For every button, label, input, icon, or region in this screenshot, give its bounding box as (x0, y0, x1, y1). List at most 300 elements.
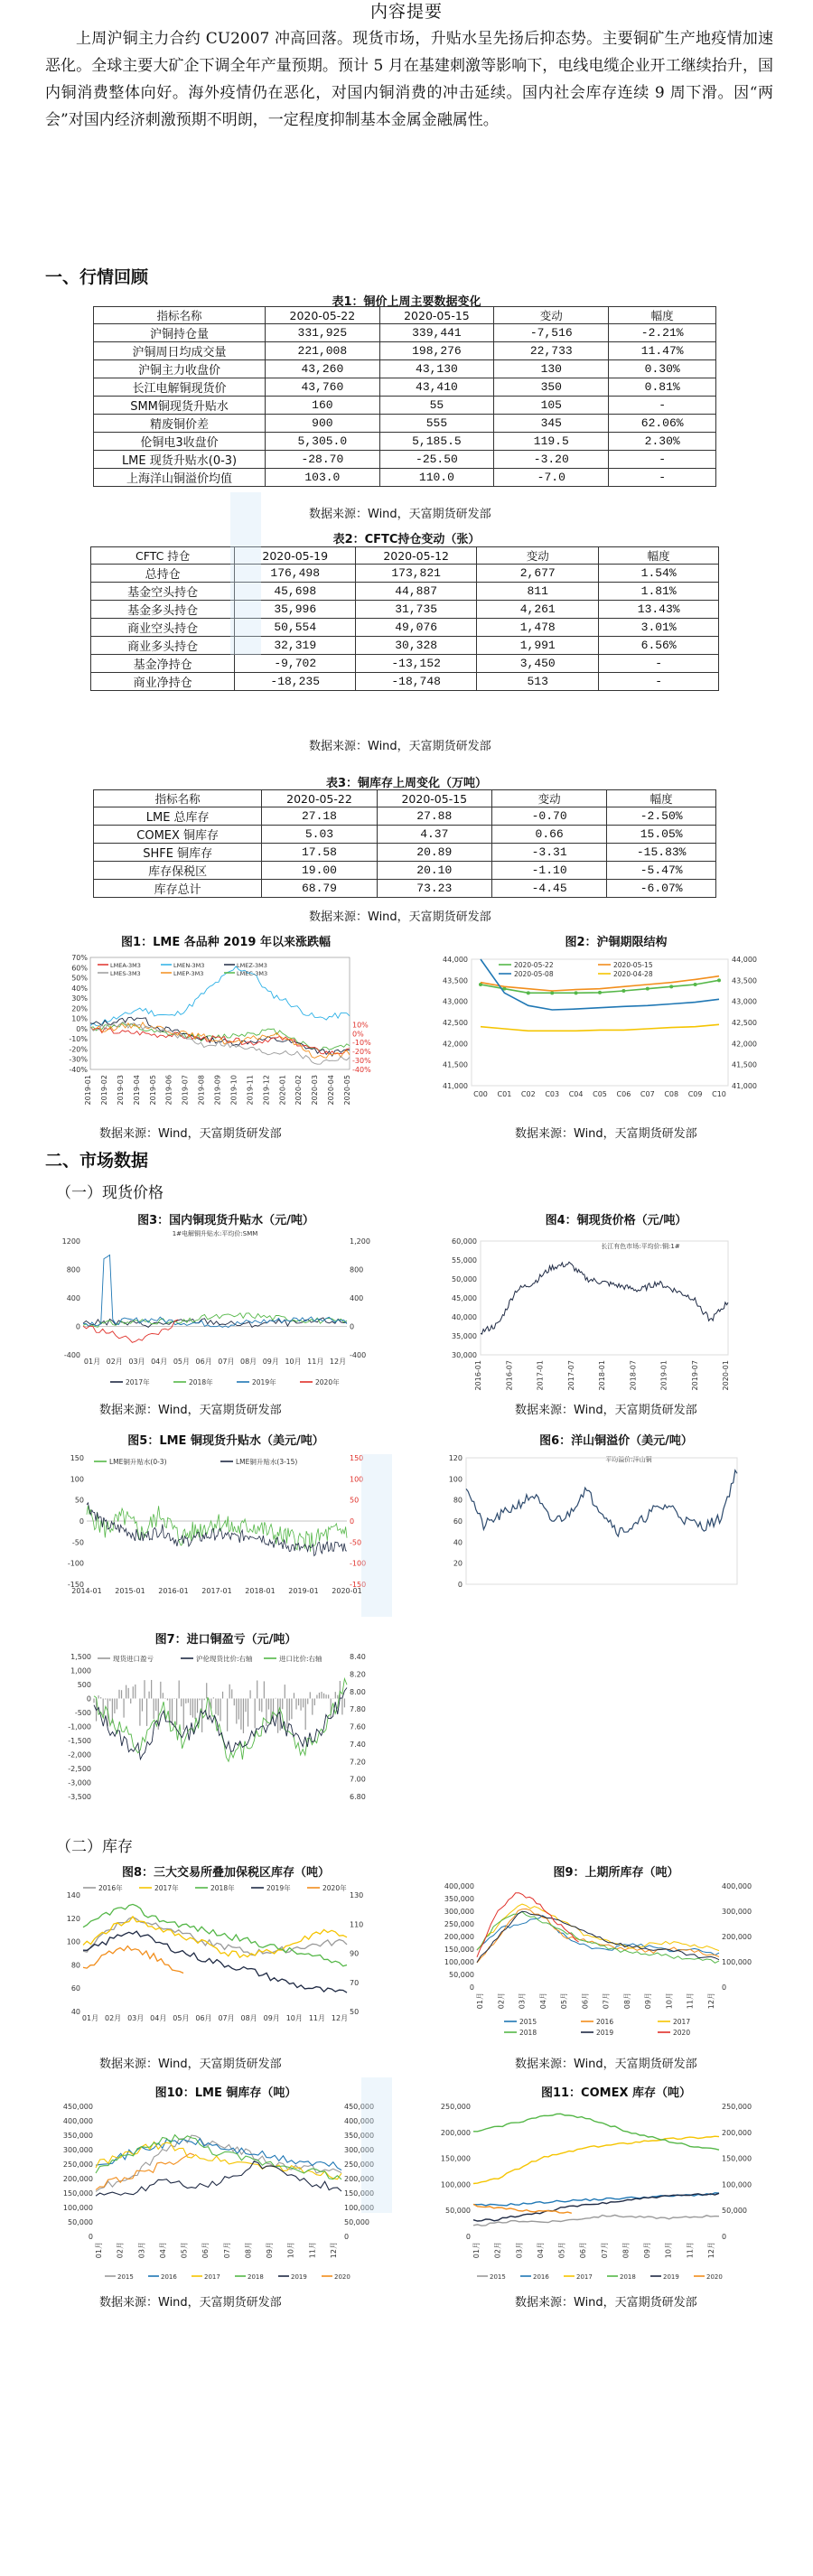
table2-source: 数据来源：Wind，天富期货研发部 (309, 740, 491, 753)
table-cell: 1.81% (599, 583, 719, 601)
table-cell: -18,235 (235, 673, 356, 691)
table-row (91, 583, 719, 601)
figure6-chart (430, 1449, 773, 1616)
table-row (91, 637, 719, 655)
x-tick-label: 2020-05 (343, 1075, 351, 1106)
x-tick-label: 08月 (621, 2242, 631, 2259)
figure11-caption: 图11：COMEX 库存（吨） (540, 2086, 692, 2100)
x-tick-label: 10月 (665, 1993, 674, 2010)
table-cell: -7,516 (494, 324, 609, 342)
x-tick-label: 2020-04 (327, 1075, 336, 1106)
table-cell: 43,130 (379, 360, 494, 378)
table-row (94, 826, 716, 844)
table-cell: -0.70 (491, 807, 606, 826)
figure9-chart (430, 1881, 773, 2048)
x-tick-label: 2019-10 (229, 1075, 238, 1106)
y-tick-label: 400 (350, 1294, 364, 1302)
table-cell: 32,319 (235, 637, 356, 655)
y-tick-label: 150,000 (722, 2154, 752, 2163)
y-tick-label: -400 (350, 1351, 367, 1359)
x-tick-label: 2019-08 (197, 1075, 206, 1106)
y-tick-label: -50 (350, 1538, 362, 1547)
figure7-caption: 图7：进口铜盈亏（元/吨） (154, 1633, 297, 1647)
figure10-chart (56, 2101, 381, 2291)
x-tick-label: 10月 (664, 2242, 673, 2259)
table-cell: 商业多头持仓 (91, 637, 235, 655)
y-tick-label: 350,000 (444, 1895, 474, 1903)
y-tick-label: 35,000 (452, 1332, 477, 1340)
y-tick-label: 60,000 (452, 1237, 477, 1246)
x-tick-label: C09 (687, 1090, 703, 1098)
y-tick-label: 60 (453, 1517, 463, 1526)
y-tick-label: 110 (350, 1920, 364, 1929)
x-tick-label: 2019-05 (148, 1075, 157, 1106)
table-cell: 331,925 (266, 324, 380, 342)
table-row (94, 378, 716, 397)
x-tick-label: 07月 (218, 1358, 235, 1366)
y-tick-label: 90 (350, 1949, 360, 1958)
table-cell: 6.56% (599, 637, 719, 655)
y-tick-label: 100 (448, 1475, 463, 1484)
table-header-cell: 幅度 (607, 790, 716, 807)
table-cell: 27.88 (377, 807, 491, 826)
table-cell: 44,887 (356, 583, 477, 601)
y-tick-label: 100 (350, 1475, 364, 1484)
chart-svg (56, 1881, 381, 2048)
y-tick-label: -10% (69, 1035, 88, 1044)
table-cell: 上海洋山铜溢价均值 (94, 469, 266, 487)
y-tick-label: 450,000 (344, 2103, 375, 2111)
plot-frame (466, 1458, 737, 1584)
y-tick-label: 150,000 (440, 2154, 471, 2163)
table2 (90, 546, 719, 691)
x-tick-label: 03月 (518, 1993, 527, 2010)
table-cell: 50,554 (235, 619, 356, 637)
y-tick-label: 30,000 (452, 1351, 477, 1359)
x-tick-label: 05月 (560, 1993, 569, 2010)
table-cell: 长江电解铜现货价 (94, 378, 266, 397)
y-tick-label: 60 (70, 1984, 80, 1993)
section-heading-market-data: 二、市场数据 (45, 1151, 149, 1171)
y-tick-label: 800 (350, 1265, 364, 1274)
table-cell: LME 总库存 (94, 807, 262, 826)
x-tick-label: 2019-04 (132, 1075, 141, 1106)
table-cell: 173,821 (356, 565, 477, 583)
table-cell: -9,702 (235, 655, 356, 673)
table-cell: 110.0 (379, 469, 494, 487)
y-tick-label: 250,000 (62, 2161, 93, 2169)
x-tick-label: 2019-07 (181, 1075, 190, 1106)
y-tick-label: 150,000 (444, 1946, 474, 1954)
table-header-cell: 变动 (491, 790, 606, 807)
y-tick-label: -2,000 (68, 1750, 91, 1759)
y-tick-label: 41,500 (732, 1060, 757, 1069)
y-tick-label: 70% (71, 954, 88, 962)
table-cell: COMEX 铜库存 (94, 826, 262, 844)
y-tick-label: 150 (70, 1454, 84, 1462)
data-point (527, 991, 530, 994)
y-tick-label: -40% (69, 1066, 88, 1074)
figure11-source: 数据来源：Wind，天富期货研发部 (515, 2296, 697, 2310)
table-cell: -7.0 (494, 469, 609, 487)
chart-series-title: 平均溢价:洋山铜 (605, 1456, 652, 1463)
table-header-cell: 变动 (477, 547, 599, 565)
table-header-cell: CFTC 持仓 (91, 547, 235, 565)
table3-caption: 表3：铜库存上周变化（万吨） (325, 777, 488, 790)
table-row (94, 451, 716, 469)
x-tick-label: 06月 (195, 2014, 212, 2022)
x-tick-label: 06月 (579, 2242, 588, 2259)
table1 (93, 306, 716, 487)
series-line (96, 2135, 341, 2191)
y-tick-label: 140 (66, 1891, 80, 1899)
table-cell: 0.81% (609, 378, 716, 397)
table-row (94, 433, 716, 451)
chart-svg (56, 1647, 381, 1828)
figure5-chart (56, 1449, 381, 1616)
watermark-logo (230, 492, 261, 655)
x-tick-label: 02月 (493, 2242, 502, 2259)
y-tick-label: 10% (71, 1014, 88, 1023)
figure1-chart (56, 950, 381, 1122)
data-point (575, 991, 578, 994)
x-tick-label: 12月 (331, 2014, 349, 2022)
table-cell: 43,410 (379, 378, 494, 397)
x-tick-label: 08月 (239, 1358, 257, 1366)
y-tick-label: -1,000 (68, 1722, 91, 1731)
figure3-chart (56, 1228, 381, 1395)
table-cell: 900 (266, 415, 380, 433)
chart-svg (430, 950, 773, 1122)
y-tick-label: 41,000 (443, 1082, 468, 1090)
y-tick-label: 50 (74, 1496, 84, 1505)
y-tick-label: 100,000 (444, 1958, 474, 1966)
table-cell: -28.70 (266, 451, 380, 469)
y-tick-label: 800 (66, 1265, 80, 1274)
chart-svg (430, 1228, 773, 1395)
y-tick-label: 130 (350, 1891, 364, 1899)
x-tick-label: 2019-02 (99, 1075, 108, 1106)
y-tick-label: -10% (352, 1039, 371, 1048)
y-tick-label: 100,000 (722, 2180, 752, 2189)
y-tick-label: 42,500 (732, 1019, 757, 1027)
x-tick-label: 06月 (581, 1993, 590, 2010)
legend-label: LMEC-3M3 (237, 970, 268, 977)
figure1-source: 数据来源：Wind，天富期货研发部 (99, 1127, 282, 1141)
y-tick-label: -50 (71, 1538, 84, 1547)
table-cell: 20.10 (377, 862, 491, 880)
x-tick-label: C04 (568, 1090, 584, 1098)
y-tick-label: 0% (76, 1024, 88, 1033)
table-cell: 3,450 (477, 655, 599, 673)
y-tick-label: 43,000 (443, 997, 468, 1006)
x-tick-label: 10月 (286, 2242, 295, 2259)
table-cell: 35,996 (235, 601, 356, 619)
legend-label: 2019 (596, 2029, 614, 2037)
figure2-caption: 图2：沪铜期限结构 (565, 936, 668, 949)
y-tick-label: 42,500 (443, 1019, 468, 1027)
legend-label: 2020-04-28 (613, 970, 653, 978)
legend-label: 2020-05-15 (613, 961, 653, 969)
table-cell: 345 (494, 415, 609, 433)
table2-caption: 表2：CFTC持仓变动（张） (332, 533, 481, 546)
table-header-cell: 2020-05-22 (266, 307, 380, 324)
x-tick-label: 2020-01 (722, 1360, 730, 1391)
table-row (94, 324, 716, 342)
y-tick-label: 80 (70, 1961, 80, 1970)
y-tick-label: 10% (352, 1021, 369, 1030)
table-row (94, 415, 716, 433)
x-tick-label: 02月 (497, 1993, 506, 2010)
legend-label: 2015 (519, 2018, 537, 2026)
y-tick-label: 300,000 (62, 2146, 93, 2154)
legend-label: LMEA-3M3 (110, 962, 141, 969)
table-cell: 198,276 (379, 342, 494, 360)
chart-svg (56, 1228, 381, 1395)
data-point (550, 991, 554, 994)
x-tick-label: 02月 (104, 2014, 122, 2022)
x-tick-label: 04月 (158, 2242, 167, 2259)
y-tick-label: 150 (350, 1454, 364, 1462)
table-cell: 0.66 (491, 826, 606, 844)
x-tick-label: 2016-01 (474, 1360, 482, 1391)
x-tick-label: 11月 (308, 2014, 326, 2022)
figure5-caption: 图5：LME 铜现货升贴水（美元/吨） (127, 1434, 324, 1448)
x-tick-label: 06月 (201, 2242, 210, 2259)
series-line (481, 976, 719, 991)
y-tick-label: -2,500 (68, 1765, 91, 1773)
table-cell: 350 (494, 378, 609, 397)
series-line (90, 1022, 350, 1059)
x-tick-label: 2017-07 (566, 1360, 575, 1391)
table-header-cell: 幅度 (609, 307, 716, 324)
x-tick-label: 02月 (116, 2242, 125, 2259)
y-tick-label: 50,000 (68, 2218, 93, 2226)
x-tick-label: 02月 (106, 1358, 123, 1366)
chart-svg (430, 2101, 773, 2291)
y-tick-label: 50,000 (445, 2207, 471, 2216)
x-tick-label: C08 (664, 1090, 679, 1098)
table-cell: -5.47% (607, 862, 716, 880)
series-line (94, 1688, 347, 1759)
y-tick-label: 6.80 (350, 1793, 366, 1801)
chart-svg (56, 1449, 381, 1616)
x-tick-label: C03 (545, 1090, 560, 1098)
legend-label: 2020 (334, 2273, 350, 2281)
y-tick-label: 30% (71, 994, 88, 1003)
x-tick-label: 04月 (538, 1993, 547, 2010)
y-tick-label: 1,500 (70, 1653, 91, 1661)
y-tick-label: 8.00 (350, 1687, 366, 1696)
y-tick-label: 0% (352, 1030, 364, 1039)
figure9-source: 数据来源：Wind，天富期货研发部 (515, 2058, 697, 2071)
y-tick-label: 50,000 (452, 1275, 477, 1283)
figure3-source: 数据来源：Wind，天富期货研发部 (99, 1404, 282, 1417)
series-line (477, 1909, 719, 1964)
x-tick-label: 12月 (330, 2242, 338, 2259)
table-cell: 总持仓 (91, 565, 235, 583)
y-tick-label: -3,500 (68, 1793, 91, 1801)
table-cell: 221,008 (266, 342, 380, 360)
legend-label: 2020-05-08 (514, 970, 554, 978)
table-cell: -6.07% (607, 880, 716, 898)
y-tick-label: 42,000 (443, 1040, 468, 1049)
x-tick-label: 09月 (643, 2242, 652, 2259)
table3 (93, 789, 716, 898)
y-tick-label: 7.80 (350, 1705, 366, 1714)
x-tick-label: 11月 (307, 1358, 324, 1366)
table-cell: 1.54% (599, 565, 719, 583)
y-tick-label: 7.00 (350, 1775, 366, 1784)
table-cell: 1,991 (477, 637, 599, 655)
legend-label: LME铜升贴水(3-15) (236, 1458, 298, 1466)
x-tick-label: 12月 (329, 1358, 347, 1366)
figure10-source: 数据来源：Wind，天富期货研发部 (99, 2296, 282, 2310)
legend-label: 2018 (519, 2029, 537, 2037)
legend-label: LMES-3M3 (110, 970, 141, 977)
watermark-logo (361, 1454, 392, 1617)
x-tick-label: 2014-01 (71, 1587, 102, 1595)
y-tick-label: 80 (453, 1496, 463, 1505)
data-point (646, 987, 649, 991)
y-tick-label: 45,000 (452, 1294, 477, 1302)
table-cell: -25.50 (379, 451, 494, 469)
y-tick-label: 0 (86, 1694, 91, 1703)
y-tick-label: 400,000 (62, 2117, 93, 2125)
series-line (481, 1262, 728, 1334)
table-row (94, 360, 716, 378)
y-tick-label: 250,000 (440, 2103, 471, 2111)
table-cell: -15.83% (607, 844, 716, 862)
x-tick-label: C07 (640, 1090, 655, 1098)
table-cell: 68.79 (262, 880, 377, 898)
legend-label: 2017年 (126, 1378, 150, 1386)
y-tick-label: -30% (69, 1055, 88, 1064)
table-cell: 43,760 (266, 378, 380, 397)
x-tick-label: 11月 (308, 2242, 317, 2259)
y-tick-label: 100,000 (440, 2180, 471, 2189)
table-cell: 0.30% (609, 360, 716, 378)
y-tick-label: 150,000 (62, 2189, 93, 2198)
table-cell: 2,677 (477, 565, 599, 583)
y-tick-label: 0 (79, 1517, 84, 1526)
table-cell: 商业净持仓 (91, 673, 235, 691)
y-tick-label: 7.20 (350, 1758, 366, 1767)
y-tick-label: 0 (469, 1983, 474, 1992)
legend-label: 2018 (248, 2273, 264, 2281)
table-row (91, 619, 719, 637)
table-cell: 基金净持仓 (91, 655, 235, 673)
series-line (90, 1022, 350, 1065)
legend-label: 2016 (533, 2273, 549, 2281)
table-cell: 3.01% (599, 619, 719, 637)
y-tick-label: -30% (352, 1057, 371, 1066)
y-tick-label: 41,000 (732, 1082, 757, 1090)
table-cell: -13,152 (356, 655, 477, 673)
table1-source: 数据来源：Wind，天富期货研发部 (309, 508, 491, 521)
table-cell: 4.37 (377, 826, 491, 844)
legend-label: 2017 (204, 2273, 220, 2281)
table-cell: 49,076 (356, 619, 477, 637)
y-tick-label: -400 (63, 1351, 80, 1359)
x-tick-label: 05月 (180, 2242, 189, 2259)
y-tick-label: -3,000 (68, 1778, 91, 1787)
table-cell: 商业空头持仓 (91, 619, 235, 637)
table-cell: 20.89 (377, 844, 491, 862)
y-tick-label: 500 (77, 1681, 91, 1689)
table-cell: 31,735 (356, 601, 477, 619)
table-cell: 沪铜持仓量 (94, 324, 266, 342)
x-tick-label: 03月 (127, 2014, 145, 2022)
chart-series-title: 1#电解铜升贴水:平均价:SMM (172, 1230, 258, 1237)
chart-series-title: 长江有色市场:平均价:铜:1# (601, 1243, 680, 1250)
table-cell: 精废铜价差 (94, 415, 266, 433)
series-line (477, 1893, 579, 1957)
x-tick-label: 05月 (557, 2242, 566, 2259)
figure3-caption: 图3：国内铜现货升贴水（元/吨） (137, 1214, 314, 1227)
series-line (83, 1946, 183, 1974)
table-cell: 73.23 (377, 880, 491, 898)
x-tick-label: 2016-01 (158, 1587, 189, 1595)
section-heading-review: 一、行情回顾 (45, 267, 149, 287)
x-tick-label: 03月 (128, 1358, 145, 1366)
legend-label: LME铜升贴水(0-3) (109, 1458, 167, 1466)
y-tick-label: 0 (457, 1581, 463, 1589)
x-tick-label: 01月 (81, 2014, 99, 2022)
y-tick-label: 0 (465, 2233, 471, 2241)
y-tick-label: 50,000 (449, 1971, 474, 1979)
y-tick-label: 400,000 (344, 2117, 375, 2125)
y-tick-label: -100 (67, 1559, 84, 1568)
y-tick-label: 0 (722, 1983, 727, 1992)
x-tick-label: 2020-01 (332, 1587, 362, 1595)
x-tick-label: 09月 (263, 2014, 280, 2022)
table-cell: 130 (494, 360, 609, 378)
x-tick-label: C00 (473, 1090, 488, 1098)
y-tick-label: 50,000 (344, 2218, 369, 2226)
y-tick-label: -20% (352, 1048, 371, 1057)
table-cell: 811 (477, 583, 599, 601)
x-tick-label: 2020-01 (278, 1075, 287, 1106)
x-tick-label: 03月 (515, 2242, 524, 2259)
x-tick-label: 2015-01 (115, 1587, 145, 1595)
figure7-chart (56, 1647, 381, 1828)
y-tick-label: 350,000 (62, 2132, 93, 2140)
x-tick-label: 2018-07 (629, 1360, 638, 1391)
series-line (481, 1024, 719, 1031)
y-tick-label: 150,000 (344, 2189, 375, 2198)
y-tick-label: 50,000 (722, 2207, 747, 2216)
y-tick-label: 1,200 (350, 1237, 370, 1246)
x-tick-label: 2020-02 (294, 1075, 304, 1106)
legend-label: 现货进口盈亏 (113, 1655, 154, 1663)
table-cell: - (599, 655, 719, 673)
series-line (83, 1255, 347, 1328)
y-tick-label: 120 (66, 1914, 80, 1923)
x-tick-label: 04月 (151, 1358, 168, 1366)
y-tick-label: 40% (71, 984, 88, 993)
table-cell: - (609, 397, 716, 415)
x-tick-label: 11月 (686, 2242, 695, 2259)
plot-frame (472, 959, 728, 1086)
table-cell: 22,733 (494, 342, 609, 360)
x-tick-label: 2019-01 (84, 1075, 92, 1106)
table-cell: 27.18 (262, 807, 377, 826)
y-tick-label: 100 (70, 1475, 84, 1484)
y-tick-label: 50% (71, 974, 88, 983)
y-tick-label: -20% (69, 1045, 88, 1054)
y-tick-label: 200,000 (722, 2128, 752, 2137)
